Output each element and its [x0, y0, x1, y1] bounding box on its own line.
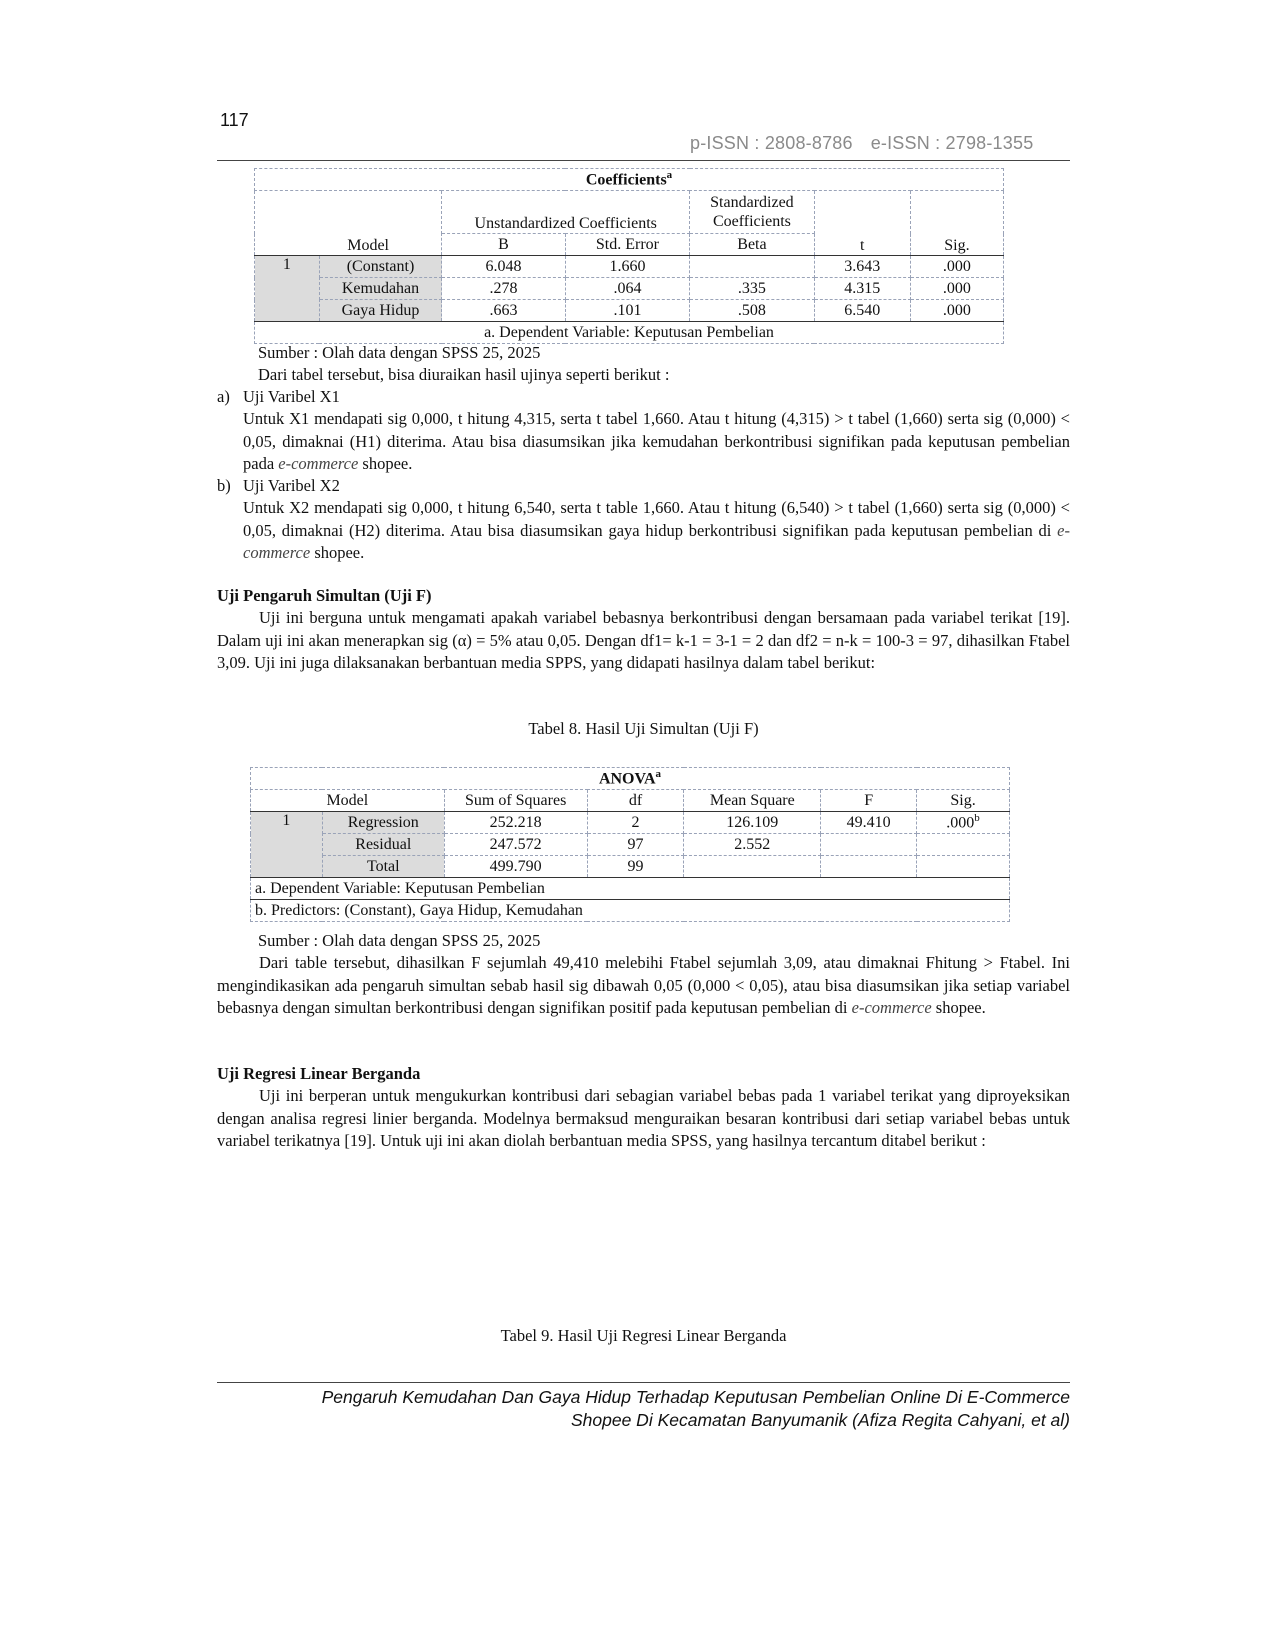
- anova-cell: 499.790: [444, 856, 587, 878]
- coef-col-b: B: [442, 234, 565, 256]
- anova-cell: [821, 834, 917, 856]
- anova-cell: [821, 856, 917, 878]
- coef-col-beta: Beta: [690, 234, 814, 256]
- anova-col-ms: Mean Square: [684, 790, 821, 812]
- coef-cell: 6.540: [814, 300, 910, 322]
- anova-source: Sumber : Olah data dengan SPSS 25, 2025: [258, 931, 541, 950]
- list-title-a: Uji Varibel X1: [243, 387, 340, 406]
- anova-cell: 99: [587, 856, 684, 878]
- anova-cell: 97: [587, 834, 684, 856]
- coef-cell: 6.048: [442, 256, 565, 278]
- anova-row-name: Regression: [322, 812, 444, 834]
- coef-cell: .508: [690, 300, 814, 322]
- coef-model-no: 1: [255, 256, 320, 322]
- page-number: 117: [220, 110, 249, 130]
- list-text-a: Untuk X1 mendapati sig 0,000, t hitung 4,315, serta t tabel 1,660. Atau t hitung (4,315) > t tabel (1,660) serta sig (0,000) < 0,05, dimaknai (H1) diterima. Atau bisa diasumsikan jika kemudahan berkontribusi signifikan pada keputusan pembelian pada e-commerce shopee.: [243, 409, 1070, 473]
- anova-cell: [917, 834, 1010, 856]
- table9-caption: Tabel 9. Hasil Uji Regresi Linear Berganda: [500, 1326, 787, 1345]
- anova-col-ss: Sum of Squares: [444, 790, 587, 812]
- anova-cell: 252.218: [444, 812, 587, 834]
- coef-cell: .278: [442, 278, 565, 300]
- e-issn: e-ISSN : 2798-1355: [870, 133, 1034, 153]
- anova-col-df: df: [587, 790, 684, 812]
- anova-col-sig: Sig.: [917, 790, 1010, 812]
- footer-line-1: Pengaruh Kemudahan Dan Gaya Hidup Terhadap Keputusan Pembelian Online Di E-Commerce: [321, 1387, 1070, 1407]
- header-rule: [217, 160, 1070, 161]
- anova-table: [250, 767, 1010, 922]
- anova-paragraph: Dari table tersebut, dihasilkan F sejumlah 49,410 melebihi Ftabel sejumlah 3,09, atau dimaknai Fhitung > Ftabel. Ini mengindikasikan ada pengaruh simultan sebab hasil sig dibawah 0,05 (0,000 < 0,05), atau bisa diasumsikan jika setiap variabel bebasnya dengan simultan berkontribusi dengan signifikan positif pada keputusan pembelian di e-commerce shopee.: [217, 953, 1070, 1017]
- section-heading-f: Uji Pengaruh Simultan (Uji F): [217, 586, 432, 605]
- anova-col-model: Model: [251, 790, 445, 812]
- coef-col-t: t: [814, 191, 910, 256]
- section-heading-regression: Uji Regresi Linear Berganda: [217, 1064, 421, 1083]
- running-footer: [150, 1386, 1070, 1432]
- coef-col-sig: Sig.: [910, 191, 1003, 256]
- list-label-b: b): [217, 476, 231, 495]
- section-f-paragraph: Uji ini berguna untuk mengamati apakah variabel bebasnya berkontribusi dengan bersamaan pada variabel terikat [19]. Dalam uji ini akan menerapkan sig (α) = 5% atau 0,05. Dengan df1= k-1 = 3-1 = 2 dan df2 = n-k = 100-3 = 97, dihasilkan Ftabel 3,09. Uji ini juga dilaksanakan berbantuan media SPPS, yang didapati hasilnya dalam tabel berikut:: [217, 608, 1070, 672]
- section-regression-paragraph: Uji ini berperan untuk mengukurkan kontribusi dari sebagian variabel bebas pada 1 variabel terikat yang diproyeksikan dengan analisa regresi linier berganda. Modelnya bermaksud menguraikan besaran kontribusi dari setiap variabel bebas untuk variabel terikatnya [19]. Untuk uji ini akan diolah berbantuan media SPSS, yang hasilnya tercantum ditabel berikut :: [217, 1086, 1070, 1150]
- coef-row-name: Gaya Hidup: [319, 300, 441, 322]
- anova-cell: 49.410: [821, 812, 917, 834]
- coef-cell: 3.643: [814, 256, 910, 278]
- issn-line: [690, 133, 1033, 154]
- coef-cell: 1.660: [565, 256, 689, 278]
- anova-cell: [917, 856, 1010, 878]
- anova-row-name: Total: [322, 856, 444, 878]
- anova-cell: .000$^b$: [917, 812, 1010, 834]
- coef-cell: .335: [690, 278, 814, 300]
- anova-cell: 2: [587, 812, 684, 834]
- coef-cell: .064: [565, 278, 689, 300]
- anova-cell: 126.109: [684, 812, 821, 834]
- coef-col-model: Model: [255, 191, 442, 256]
- coef-cell: .101: [565, 300, 689, 322]
- table8-caption: Tabel 8. Hasil Uji Simultan (Uji F): [528, 719, 759, 738]
- coef-title: Coefficients$^a$: [255, 169, 1004, 191]
- anova-col-f: F: [821, 790, 917, 812]
- coef-cell: .000: [910, 278, 1003, 300]
- coefficients-table: [254, 168, 1004, 344]
- list-title-b: Uji Varibel X2: [243, 476, 340, 495]
- anova-cell: [684, 856, 821, 878]
- anova-row-name: Residual: [322, 834, 444, 856]
- intro-text: Dari tabel tersebut, bisa diuraikan hasil ujinya seperti berikut :: [258, 365, 670, 384]
- coef-cell: 4.315: [814, 278, 910, 300]
- list-text-b: Untuk X2 mendapati sig 0,000, t hitung 6,540, serta t table 1,660. Atau t hitung (6,540) > t tabel (1,660) serta sig (0,000) < 0,05, dimaknai (H2) diterima. Atau bisa diasumsikan gaya hidup berkontribusi signifikan pada keputusan pembelian di e-commerce shopee.: [243, 498, 1070, 562]
- footer-line-2: Shopee Di Kecamatan Banyumanik (Afiza Regita Cahyani, et al): [570, 1410, 1070, 1430]
- coef-cell: [690, 256, 814, 278]
- anova-title: ANOVA$^a$: [251, 768, 1010, 790]
- coef-col-se: Std. Error: [565, 234, 689, 256]
- coef-footnote: a. Dependent Variable: Keputusan Pembelian: [255, 322, 1004, 344]
- coef-cell: .000: [910, 256, 1003, 278]
- list-label-a: a): [217, 387, 230, 406]
- coef-group-std: Standardized Coefficients: [690, 191, 814, 234]
- coef-row-name: (Constant): [319, 256, 441, 278]
- coef-cell: .663: [442, 300, 565, 322]
- coef-row-name: Kemudahan: [319, 278, 441, 300]
- anova-model-no: 1: [251, 812, 323, 878]
- anova-cell: 2.552: [684, 834, 821, 856]
- coef-group-unstd: Unstandardized Coefficients: [442, 191, 690, 234]
- coef-source: Sumber : Olah data dengan SPSS 25, 2025: [258, 343, 541, 362]
- p-issn: p-ISSN : 2808-8786: [690, 133, 853, 153]
- anova-footnote-b: b. Predictors: (Constant), Gaya Hidup, Kemudahan: [251, 900, 1010, 922]
- coef-cell: .000: [910, 300, 1003, 322]
- anova-footnote-a: a. Dependent Variable: Keputusan Pembelian: [251, 878, 1010, 900]
- footer-rule: [217, 1382, 1070, 1383]
- anova-cell: 247.572: [444, 834, 587, 856]
